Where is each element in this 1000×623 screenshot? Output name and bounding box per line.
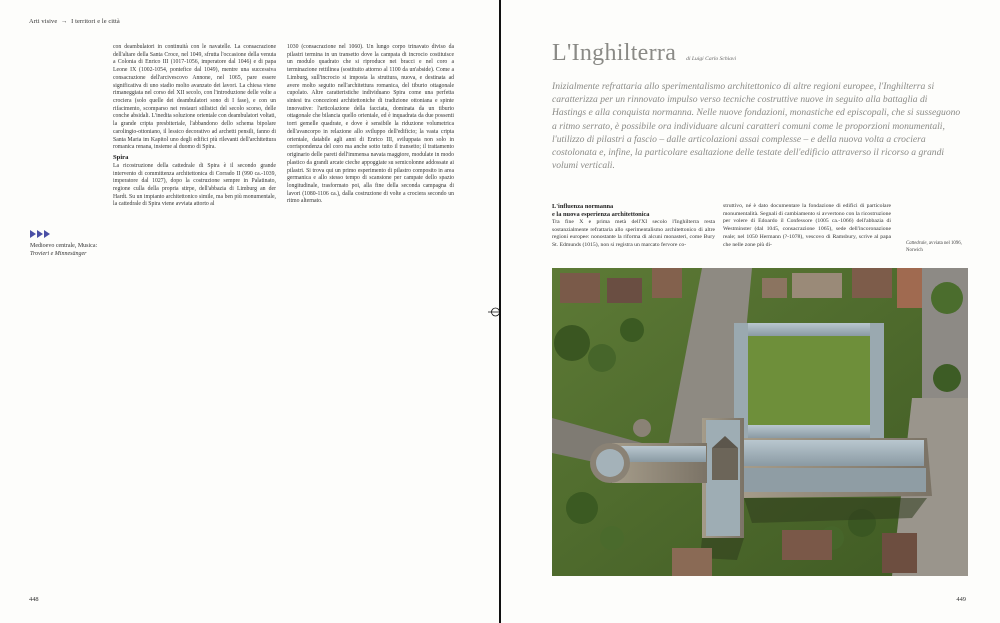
chapter-title: L'Inghilterra	[552, 40, 677, 66]
right-column-a	[552, 219, 715, 250]
chapter-title-block	[552, 40, 736, 67]
triple-triangle-icon	[30, 230, 110, 238]
section-heading	[552, 203, 650, 218]
left-column-a	[113, 44, 276, 209]
running-head	[29, 18, 120, 25]
author-byline: di Luigi Carlo Schiavi	[686, 56, 737, 62]
cross-reference[interactable]	[30, 230, 110, 258]
body-paragraph: 1030 (consacrazione nel 1060). Un lungo corpo trinavato diviso da pilastri termina in un transetto dove la campata di incrocio costituisce un modulo quadrato che si riproduce nei bracci e nel coro a terminazione rettilinea (sostituito attorno al 1100 da un'abside). Come a Limburg, sull'incrocio si imposta la struttura, nuova, e destinata ad avere molto seguito nell'architettura romanica, del tiburio ottagonale cupolato. Altre caratteristiche individuano Spira come una perfetta sintesi tra concezioni architettoniche di tradizione ottoniana e spinte innovative: l'articolazione della facciata, dominata da un tiburio ottagonale che bilancia quello orientale, ed è inquadrata da due possenti torri gemelle quadrate, e dove è sensibile la riduzione volumetrica dell'avancorpo in relazione allo sviluppo dell'edificio; la vasta cripta orientale, databile agli anni di Enrico III, sviluppata non solo in corrispondenza del coro ma anche sotto tutto il transetto; il trattamento originario delle pareti dell'immensa navata maggiore, modulate in modo plastico da grandi arcate cieche appoggiate su semicolonne addossate ai pilastri. Si trova qui un primo esperimento di pilastro composito in area germanica e allo stesso tempo di scansione per campate dello spazio longitudinale, trasformato poi, alla fine della seconda campagna di lavori (1080-1106 ca.), dalla costruzione di volte a crociera secondo un ritmo alternato.	[287, 44, 454, 205]
chapter-intro	[552, 80, 962, 172]
body-paragraph: La ricostruzione della cattedrale di Spira è il secondo grande intervento di committenza architettonica di Corrado II (990 ca.-1039, imperatore dal 1027), dopo la costruzione sempre in Palatinato, regione culla della propria stirpe, dell'abbazia di Limburg an der Hardt. Su un impianto architettonico simile, ma ben più monumentale, la cattedrale di Spira viene avviata attorto al	[113, 162, 276, 208]
body-paragraph: struttivo, né è dato documentare la fondazione di edifici di particolare monumentalità. Segnali di cambiamento si avvertono con la ricostruzione per volere di Edoardo il Confessore (1005 ca.-1066) dell'abbazia di Westminster (dal 1045, consacrazione 1065), sede dell'incoronazione reale; nel 1050 Hermann (?-1078), vescovo di Ramsbury, scrive al papa che nelle zone più di-	[723, 203, 891, 248]
photo-caption	[906, 241, 968, 254]
page-number-right: 449	[956, 596, 966, 603]
cathedral-aerial-photo	[552, 268, 968, 576]
running-head-chapter: I territori e le città	[71, 18, 120, 25]
intro-paragraph: Inizialmente refrattaria allo sperimentalismo architettonico di altre regioni europee, l'Inghilterra si caratterizza per un rinnovato impulso verso tecniche costruttive nuove in seguito alla battaglia di Hastings e alla conquista normanna. Nelle nuove fondazioni, monastiche ed episcopali, che si susseguono a ritmo serrato, è possibile ora individuare alcuni caratteri comuni come le proporzioni monumentali, l'utilizzo di pilastri a fascio – dalle articolazioni assai complesse – e della nuova volta a crociera costolonata e, infine, la particolare esaltazione delle testate dell'edificio attraverso il ricorso a grandi volumi verticali.	[552, 81, 961, 172]
right-page	[501, 0, 1000, 623]
cross-reference-line2: Trovieri e Minnesänger	[30, 251, 87, 257]
caption-rest: , avviata nel 1096, Norwich	[906, 241, 962, 253]
section-heading-line2: e la nuova esperienza architettonica	[552, 210, 650, 218]
right-column-b	[723, 203, 891, 249]
body-paragraph: con deambulatori in continuità con le navatelle. La consacrazione dell'altare della Santa Croce, nel 1049, sfrutta l'occasione della venuta a Colonia di Enrico III (1017-1056, imperatore dal 1046) e di papa Leone IX (1002-1054, pontefice dal 1049), mentre una successiva consacrazione dell'arcivescovo Annone, nel 1065, pare essere significativa di uno stadio molto avanzato dei lavori. La chiesa viene rimaneggiata nel corso del XII secolo, con l'introduzione delle volte a crociera (solo quelle dei deambulatori sono di I fase), e con un rifacimento, scomparso nei restauri stilistici del secolo scorso, delle conche absidali. L'inedita soluzione orientale con deambulatori voltati, la grande cripta presbiteriale, l'abbandono dello schema bipolare carolingio-ottoniano, il lessico decorativo ad archetti pensili, fanno di Santa Maria im Kapitol uno degli edifici più rilevanti dell'architettura romanica renana, insieme al duomo di Spira.	[113, 44, 276, 151]
page-number-left: 448	[29, 596, 39, 603]
section-heading-spira: Spira	[113, 154, 129, 162]
running-head-section: Arti visive	[29, 18, 58, 25]
left-page	[0, 0, 499, 623]
caption-title: Cattedrale	[906, 241, 927, 246]
left-column-b	[287, 44, 454, 206]
arrow-right-icon: →	[60, 18, 68, 25]
body-paragraph: Tra fine X e prima metà dell'XI secolo l'Inghilterra resta sostanzialmente refrattaria allo sperimentalismo architettonico di altre regioni europee: nonostante la riforma di alcuni monasteri, come Bury St. Edmunds (1015), non si registra un marcato fervore co-	[552, 219, 715, 249]
cross-reference-line1: Medioevo centrale, Musica:	[30, 243, 98, 249]
section-heading-line1: L'influenza normanna	[552, 203, 614, 210]
